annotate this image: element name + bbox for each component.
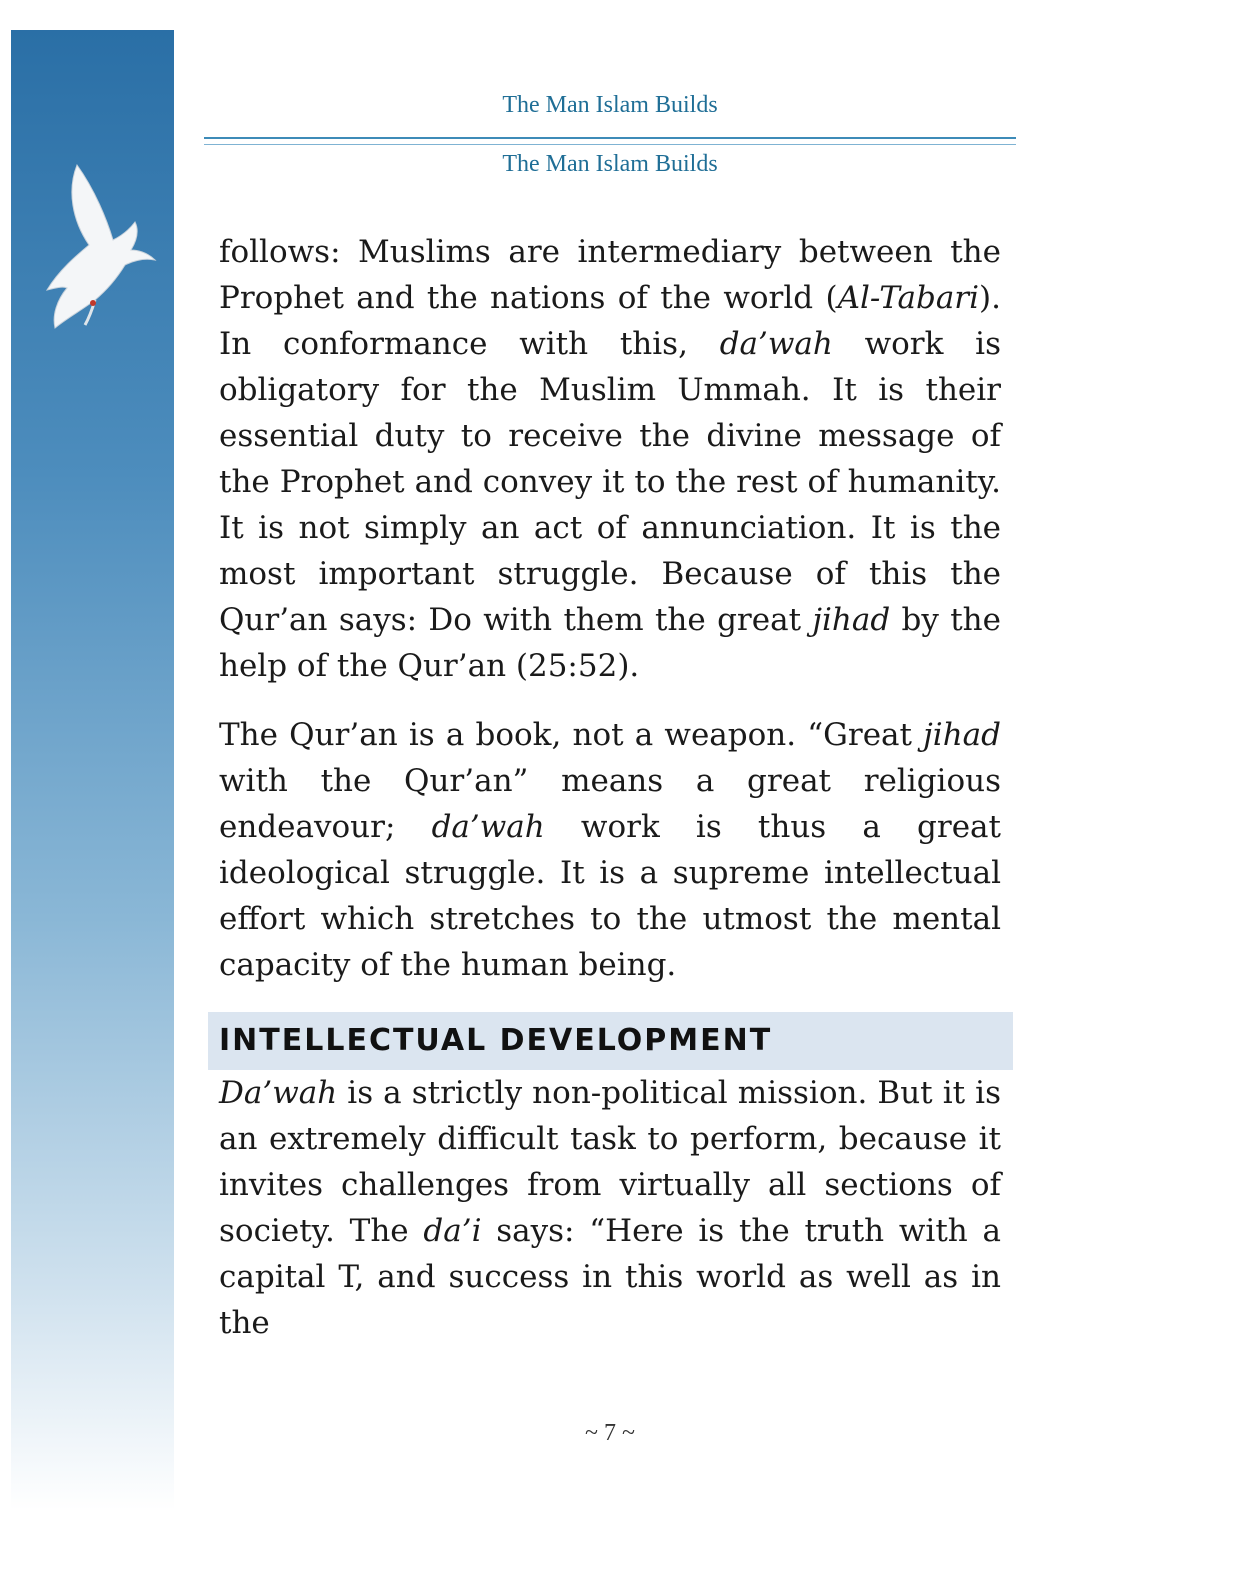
- paragraph-2-text-c: with the Qur’an” means a great religious endeavour;: [219, 763, 1001, 845]
- paragraph-1-italic-dawah: da’wah: [719, 326, 833, 362]
- paragraph-3-text-d: says: “Here is the truth with a capital T, and success in this world as well as in the: [219, 1213, 1001, 1341]
- paragraph-1-italic-tabari: Al-Tabari: [837, 280, 980, 316]
- running-head-bottom: The Man Islam Builds: [502, 151, 718, 177]
- paragraph-2-text-a: The Qur’an is a book, not a weapon. “Great: [219, 717, 924, 753]
- paragraph-1: [219, 229, 1001, 689]
- paragraph-3-text-b: is a strictly non-political mission. But it is an extremely difficult task to perform, because it invites challenges from virtually all sections of society. The: [219, 1075, 1001, 1249]
- page-number: ~ 7 ~: [585, 1420, 635, 1446]
- paragraph-1-italic-jihad: jihad: [812, 602, 891, 638]
- section-heading: INTELLECTUAL DEVELOPMENT: [208, 1012, 1013, 1070]
- paragraph-3-italic-dai: da’i: [423, 1213, 482, 1249]
- paragraph-2-italic-jihad: jihad: [923, 717, 1001, 753]
- header-rule: [204, 137, 1016, 139]
- paragraph-3-italic-dawah: Da’wah: [219, 1075, 338, 1111]
- decorative-sidebar: [11, 30, 174, 1510]
- paragraph-2-italic-dawah: da’wah: [431, 809, 545, 845]
- dove-icon: [37, 160, 167, 335]
- page-body: [219, 229, 1001, 1346]
- paragraph-1-text-g: by the help of the Qur’an (25:52).: [219, 602, 1001, 684]
- paragraph-1-text-e: work is obligatory for the Muslim Ummah. It is their essential duty to receive the divine message of the Prophet and convey it to the rest of humanity. It is not simply an act of annunciation. It is the most important struggle. Because of this the Qur’an says: Do with them the great: [219, 326, 1001, 638]
- paragraph-2: [219, 712, 1001, 988]
- header-rule-thin: [204, 144, 1016, 145]
- paragraph-1-text-a: follows: Muslims are intermediary between the Prophet and the nations of the world (: [219, 234, 1001, 316]
- paragraph-2-text-e: work is thus a great ideological struggle. It is a supreme intellectual effort which stretches to the utmost the mental capacity of the human being.: [219, 809, 1001, 983]
- paragraph-1-text-c: ). In conformance with this,: [219, 280, 1001, 362]
- running-head-top: The Man Islam Builds: [502, 92, 718, 118]
- paragraph-3: [219, 1070, 1001, 1346]
